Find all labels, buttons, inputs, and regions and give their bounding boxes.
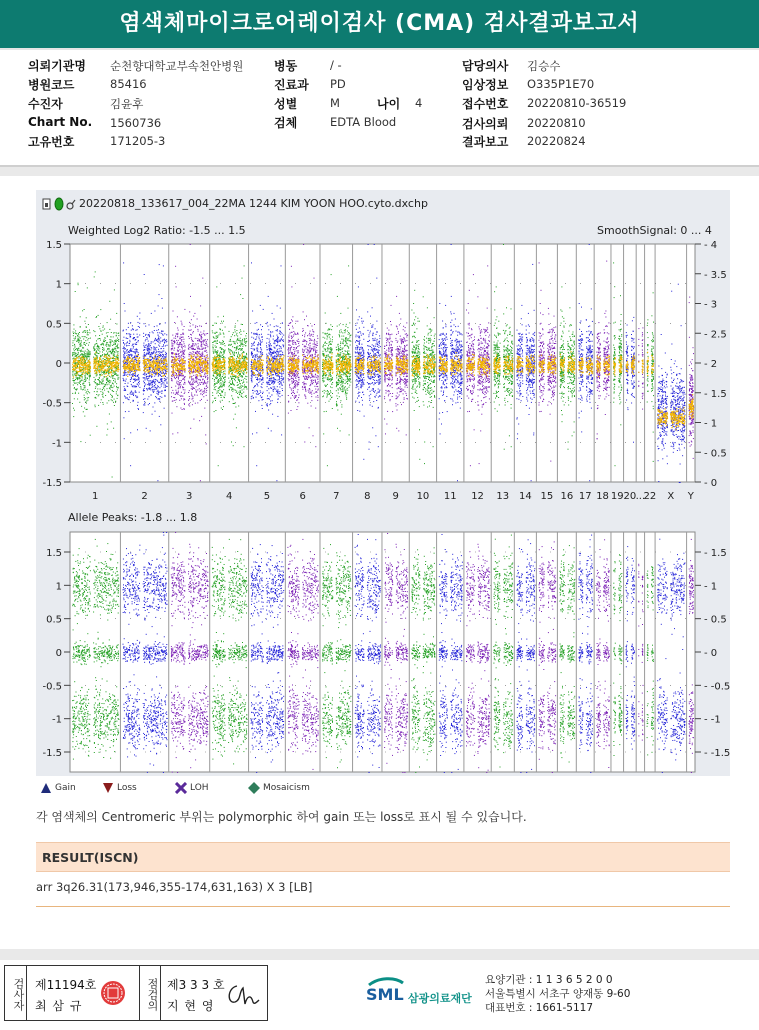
dept-value: PD <box>330 77 346 91</box>
right-tick-label: - 1 <box>704 581 717 592</box>
chromosome-label: 13 <box>496 491 509 502</box>
chromosome-label: X <box>667 491 674 502</box>
clinical-label: 임상정보 <box>462 76 508 93</box>
org-code: 요양기관 : 1 1 3 6 5 2 0 0 <box>485 973 630 987</box>
plot-area-allele <box>70 532 695 772</box>
mosaicism-diamond-icon <box>248 782 260 794</box>
accession-value: 20220810-36519 <box>527 96 626 110</box>
chromosome-label: ... <box>636 491 646 502</box>
reviewer-name: 지 현 영 <box>167 997 214 1014</box>
legend-loh: LOH <box>190 783 209 793</box>
chromosome-label: 20 <box>624 491 637 502</box>
left-tick-label: 0 <box>56 359 62 370</box>
clinical-value: O335P1E70 <box>527 77 594 91</box>
right-tick-label: - -1 <box>704 715 721 726</box>
institution-label: 의뢰기관명 <box>28 57 86 74</box>
chromosome-label: 22 <box>643 491 656 502</box>
chromosome-label: 16 <box>560 491 573 502</box>
loss-triangle-icon <box>102 782 114 794</box>
reviewer-label: 점검의 <box>139 966 161 1020</box>
chromosome-label: 10 <box>417 491 430 502</box>
chromosome-label: 17 <box>579 491 592 502</box>
request-value: 20220810 <box>527 116 586 130</box>
doctor-value: 김승수 <box>527 58 560 74</box>
request-label: 검사의뢰 <box>462 115 508 132</box>
right-tick-label: - 3.5 <box>704 270 727 281</box>
specimen-label: 검체 <box>274 114 297 131</box>
right-tick-label: - 1.5 <box>704 548 727 559</box>
legend-gain: Gain <box>55 783 76 793</box>
patient-label: 수진자 <box>28 95 63 112</box>
unique-label: 고유번호 <box>28 133 74 150</box>
right-tick-label: - 0.5 <box>704 448 727 459</box>
reviewer-signature-icon <box>223 980 263 1010</box>
report-value: 20220824 <box>527 134 586 148</box>
chromosome-label: 18 <box>596 491 609 502</box>
report-title: 염색체마이크로어레이검사 (CMA) 검사결과보고서 <box>0 0 759 50</box>
right-tick-label: - 0.5 <box>704 615 727 626</box>
sml-logo-text: 삼광의료재단 <box>408 990 472 1006</box>
gain-triangle-icon <box>40 782 52 794</box>
allele-peaks-label: Allele Peaks: -1.8 ... 1.8 <box>68 511 197 524</box>
right-tick-label: - 1.5 <box>704 389 727 400</box>
ward-label: 병동 <box>274 57 297 74</box>
chromosome-label: 4 <box>226 491 232 502</box>
chromosome-label: 15 <box>541 491 554 502</box>
org-address: 서울특별시 서초구 양재동 9-60 <box>485 987 630 1001</box>
left-tick-label: -1.5 <box>42 748 62 759</box>
reviewer-no: 제3 3 3 호 <box>167 976 225 993</box>
report-label: 결과보고 <box>462 133 508 150</box>
right-tick-label: - 2.5 <box>704 329 727 340</box>
chromosome-label: 14 <box>519 491 532 502</box>
smooth-signal-label: SmoothSignal: 0 ... 4 <box>597 224 712 237</box>
chromosome-label: 9 <box>392 491 398 502</box>
footer-contact <box>485 973 630 1015</box>
sml-logo <box>365 975 475 1011</box>
left-tick-label: 0.5 <box>46 319 62 330</box>
left-tick-label: 1 <box>56 280 62 291</box>
hospital-code-value: 85416 <box>110 77 147 91</box>
centromere-note: 각 염색체의 Centromeric 부위는 polymorphic 하여 gain 또는 loss로 표시 될 수 있습니다. <box>36 808 527 825</box>
chromosome-label: 19 <box>611 491 624 502</box>
chromosome-label: 1 <box>92 491 98 502</box>
right-tick-label: - 4 <box>704 240 717 251</box>
chromosome-label: 12 <box>471 491 484 502</box>
right-tick-label: - -1.5 <box>704 748 730 759</box>
patient-name: 김윤후 <box>110 96 143 112</box>
left-tick-label: 1.5 <box>46 240 62 251</box>
left-tick-label: -1 <box>52 715 62 726</box>
red-seal-icon <box>99 979 127 1007</box>
sml-logo-mark: SML <box>366 985 404 1004</box>
signature-box <box>4 965 268 1021</box>
sex-value: M <box>330 96 340 110</box>
result-iscn: arr 3q26.31(173,946,355-174,631,163) X 3 [LB] <box>36 880 312 894</box>
examiner-name: 최 삼 규 <box>35 997 82 1014</box>
chromosome-label: Y <box>687 491 695 502</box>
log2-ratio-label: Weighted Log2 Ratio: -1.5 ... 1.5 <box>68 224 246 237</box>
left-tick-label: -1 <box>52 438 62 449</box>
examiner-no: 제11194호 <box>35 976 96 993</box>
chromosome-label: 2 <box>141 491 147 502</box>
chromosome-label: 3 <box>186 491 192 502</box>
specimen-value: EDTA Blood <box>330 115 396 129</box>
accession-label: 접수번호 <box>462 95 508 112</box>
plot-legend <box>40 781 340 795</box>
right-tick-label: - 3 <box>704 300 717 311</box>
result-header: RESULT(ISCN) <box>36 842 730 872</box>
right-tick-label: - 1 <box>704 419 717 430</box>
hospital-code-label: 병원코드 <box>28 76 74 93</box>
unique-value: 171205-3 <box>110 134 165 148</box>
chromosome-label: 6 <box>299 491 305 502</box>
ward-value: / - <box>330 58 342 72</box>
org-phone: 대표번호 : 1661-5117 <box>485 1001 630 1015</box>
left-tick-label: 0.5 <box>46 615 62 626</box>
chromosome-label: 5 <box>264 491 270 502</box>
age-label: 나이 <box>377 95 400 112</box>
chromosome-label: 11 <box>444 491 457 502</box>
loh-x-icon <box>175 782 187 794</box>
legend-mosaicism: Mosaicism <box>263 783 310 793</box>
right-tick-label: - 2 <box>704 359 717 370</box>
sex-label: 성별 <box>274 95 297 112</box>
chromosome-label: 7 <box>333 491 339 502</box>
chart-value: 1560736 <box>110 116 161 130</box>
chromosome-label: 8 <box>364 491 370 502</box>
plot-filename: 20220818_133617_004_22MA 1244 KIM YOON HOO.cyto.dxchp <box>79 197 428 210</box>
institution-value: 순천향대학교부속천안병원 <box>110 58 243 74</box>
right-tick-label: - 0 <box>704 648 717 659</box>
right-tick-label: - 0 <box>704 478 717 489</box>
age-value: 4 <box>415 96 422 110</box>
chart-label: Chart No. <box>28 115 92 129</box>
left-tick-label: 1 <box>56 581 62 592</box>
footer-divider-band <box>0 949 759 960</box>
doctor-label: 담당의사 <box>462 57 508 74</box>
dept-label: 진료과 <box>274 76 309 93</box>
left-tick-label: -0.5 <box>42 399 62 410</box>
right-tick-label: - -0.5 <box>704 681 730 692</box>
examiner-label: 검사자 <box>5 966 27 1020</box>
result-divider <box>36 906 730 907</box>
left-tick-label: 1.5 <box>46 548 62 559</box>
left-tick-label: -1.5 <box>42 478 62 489</box>
legend-loss: Loss <box>117 783 137 793</box>
left-tick-label: 0 <box>56 648 62 659</box>
left-tick-label: -0.5 <box>42 681 62 692</box>
